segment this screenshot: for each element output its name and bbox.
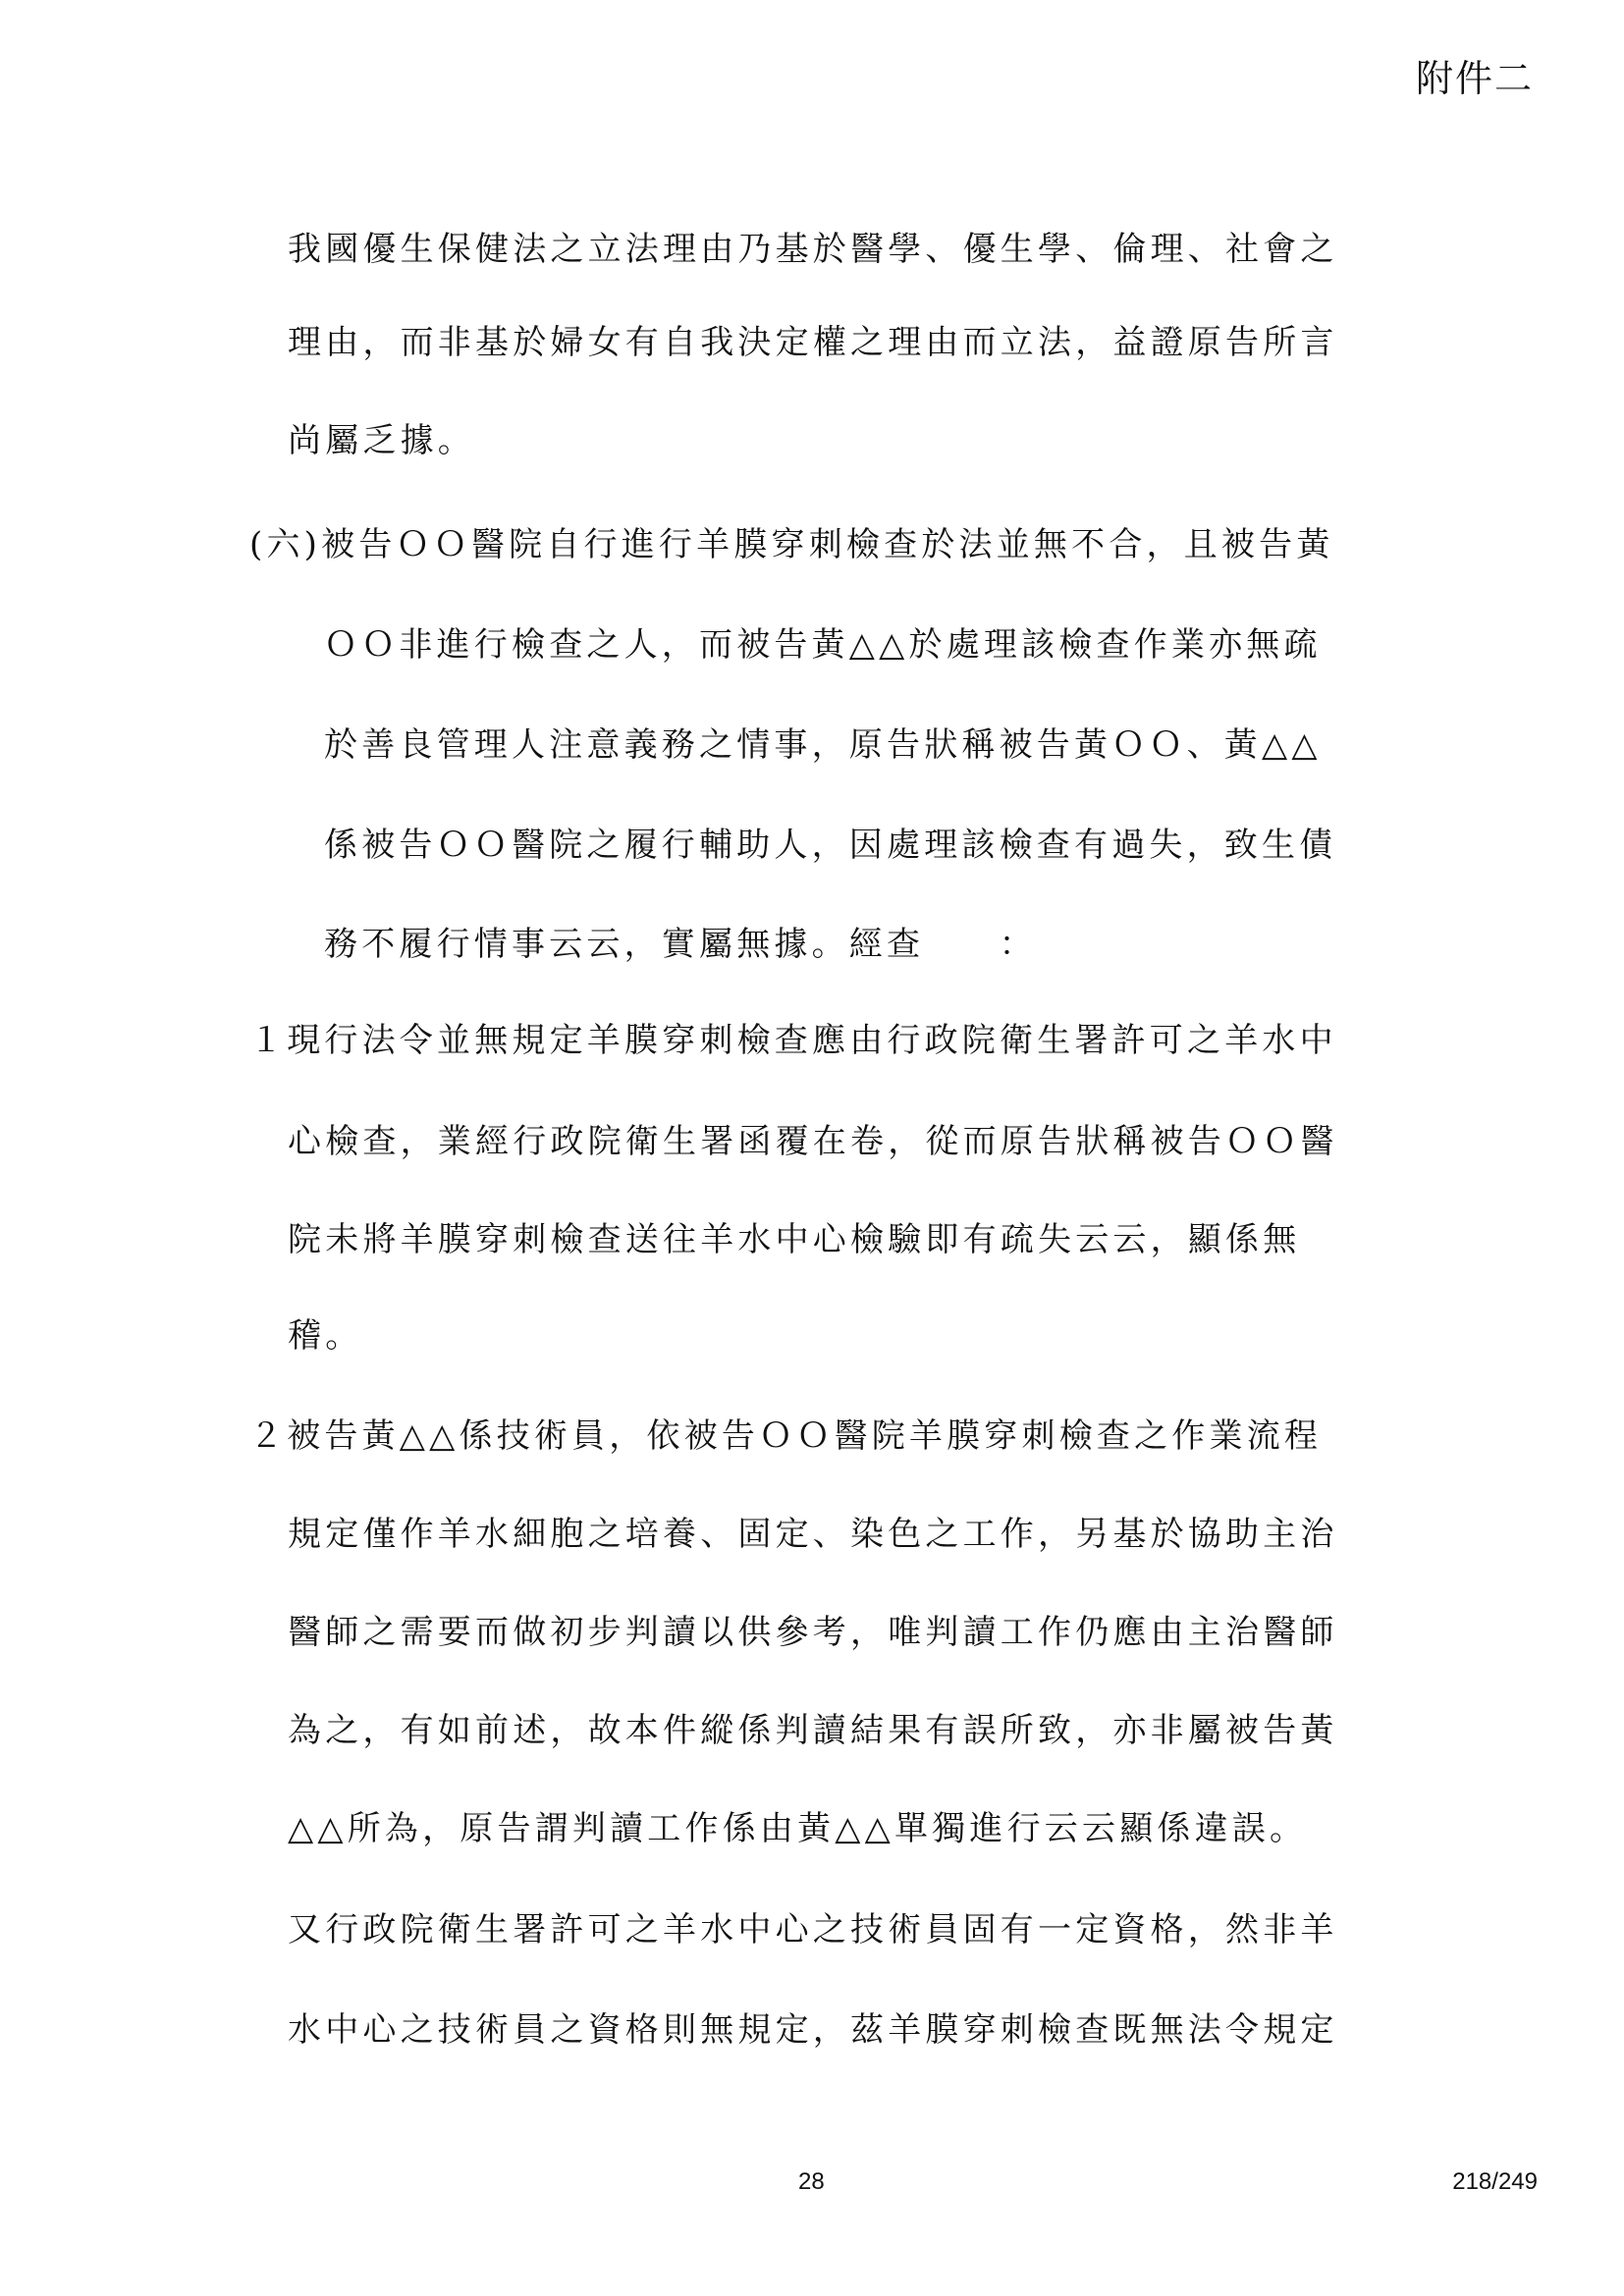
item-1-line-3: 院未將羊膜穿刺檢查送往羊水中心檢驗即有疏失云云，顯係無: [288, 1220, 1301, 1259]
body-line-1: 我國優生保健法之立法理由乃基於醫學、優生學、倫理、社會之: [288, 230, 1338, 269]
body-line-2: 理由，而非基於婦女有自我決定權之理由而立法，益證原告所言: [288, 323, 1338, 362]
item-2-line-5: △△所為，原告謂判讀工作係由黃△△單獨進行云云顯係違誤。: [288, 1809, 1308, 1848]
item-2-line-6: 又行政院衛生署許可之羊水中心之技術員固有一定資格，然非羊: [288, 1910, 1338, 1949]
page-number: 28: [798, 2168, 825, 2195]
item-1-line-2: 心檢查，業經行政院衛生署函覆在卷，從而原告狀稱被告ＯＯ醫: [288, 1122, 1338, 1161]
section-6-line-4: 係被告ＯＯ醫院之履行輔助人，因處理該檢查有過失，致生債: [324, 826, 1337, 865]
item-2-line-7: 水中心之技術員之資格則無規定，茲羊膜穿刺檢查既無法令規定: [288, 2010, 1338, 2050]
page-counter: 218/249: [1452, 2168, 1538, 2195]
annex-label: 附件二: [1415, 57, 1534, 100]
section-6-line-1: (六)被告ＯＯ醫院自行進行羊膜穿刺檢查於法並無不合，且被告黃: [249, 525, 1334, 564]
section-6-line-5: 務不履行情事云云，實屬無據。經查 ：: [324, 925, 1037, 964]
section-6-line-3: 於善良管理人注意義務之情事，原告狀稱被告黃ＯＯ、黃△△: [324, 725, 1322, 765]
item-1-line-1: １現行法令並無規定羊膜穿刺檢查應由行政院衛生署許可之羊水中: [249, 1021, 1337, 1060]
item-2-line-2: 規定僅作羊水細胞之培養、固定、染色之工作，另基於協助主治: [288, 1515, 1338, 1554]
body-line-3: 尚屬乏據。: [288, 421, 475, 460]
item-1-line-4: 稽。: [288, 1316, 363, 1356]
section-6-line-2: ＯＯ非進行檢查之人，而被告黃△△於處理該檢查作業亦無疏: [324, 625, 1322, 665]
item-2-line-3: 醫師之需要而做初步判讀以供參考，唯判讀工作仍應由主治醫師: [288, 1613, 1338, 1652]
item-2-line-1: ２被告黃△△係技術員，依被告ＯＯ醫院羊膜穿刺檢查之作業流程: [249, 1416, 1323, 1456]
item-2-line-4: 為之，有如前述，故本件縱係判讀結果有誤所致，亦非屬被告黃: [288, 1711, 1338, 1750]
